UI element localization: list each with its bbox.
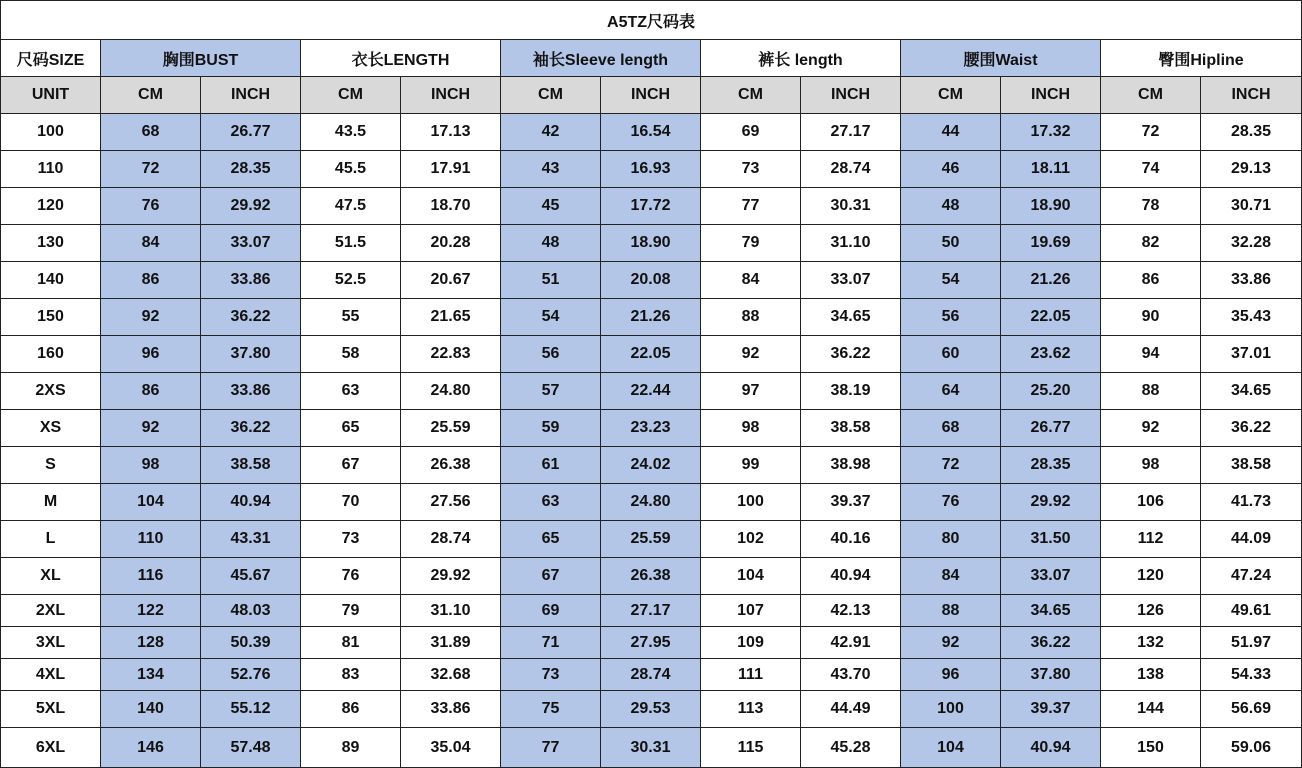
- cm-value-cell: 97: [701, 373, 801, 410]
- size-cell: 150: [1, 299, 101, 336]
- inch-value-cell: 17.91: [401, 151, 501, 188]
- inch-value-cell: 39.37: [1001, 691, 1101, 728]
- cm-value-cell: 112: [1101, 521, 1201, 558]
- inch-value-cell: 26.77: [1001, 410, 1101, 447]
- inch-value-cell: 16.54: [601, 114, 701, 151]
- cm-value-cell: 86: [301, 691, 401, 728]
- table-row: [1, 114, 1302, 151]
- cm-value-cell: 109: [701, 627, 801, 659]
- cm-value-cell: 44: [901, 114, 1001, 151]
- inch-value-cell: 33.86: [1201, 262, 1302, 299]
- inch-value-cell: 22.44: [601, 373, 701, 410]
- table-row: [1, 447, 1302, 484]
- inch-value-cell: 26.77: [201, 114, 301, 151]
- cm-value-cell: 70: [301, 484, 401, 521]
- cm-value-cell: 67: [301, 447, 401, 484]
- cm-value-cell: 99: [701, 447, 801, 484]
- size-cell: M: [1, 484, 101, 521]
- inch-value-cell: 22.05: [601, 336, 701, 373]
- cm-value-cell: 89: [301, 728, 401, 768]
- inch-value-cell: 31.89: [401, 627, 501, 659]
- table-row: [1, 262, 1302, 299]
- inch-value-cell: 31.10: [801, 225, 901, 262]
- cm-value-cell: 54: [901, 262, 1001, 299]
- size-cell: S: [1, 447, 101, 484]
- cm-value-cell: 88: [701, 299, 801, 336]
- cm-value-cell: 77: [701, 188, 801, 225]
- title-row: [1, 1, 1302, 40]
- table-title: A5TZ尺码表: [1, 1, 1302, 40]
- cm-value-cell: 96: [901, 659, 1001, 691]
- inch-value-cell: 23.62: [1001, 336, 1101, 373]
- inch-value-cell: 43.31: [201, 521, 301, 558]
- cm-value-cell: 79: [301, 595, 401, 627]
- unit-cm: CM: [701, 77, 801, 114]
- cm-value-cell: 106: [1101, 484, 1201, 521]
- inch-value-cell: 25.59: [601, 521, 701, 558]
- table-row: [1, 151, 1302, 188]
- group-header: 胸围BUST: [101, 40, 301, 77]
- unit-inch: INCH: [401, 77, 501, 114]
- inch-value-cell: 43.70: [801, 659, 901, 691]
- group-header: 袖长Sleeve length: [501, 40, 701, 77]
- inch-value-cell: 32.28: [1201, 225, 1302, 262]
- inch-value-cell: 50.39: [201, 627, 301, 659]
- inch-value-cell: 56.69: [1201, 691, 1302, 728]
- inch-value-cell: 37.80: [201, 336, 301, 373]
- inch-value-cell: 38.19: [801, 373, 901, 410]
- cm-value-cell: 69: [501, 595, 601, 627]
- cm-value-cell: 113: [701, 691, 801, 728]
- cm-value-cell: 100: [901, 691, 1001, 728]
- cm-value-cell: 57: [501, 373, 601, 410]
- cm-value-cell: 107: [701, 595, 801, 627]
- inch-value-cell: 26.38: [401, 447, 501, 484]
- cm-value-cell: 132: [1101, 627, 1201, 659]
- cm-value-cell: 100: [701, 484, 801, 521]
- inch-value-cell: 21.26: [1001, 262, 1101, 299]
- cm-value-cell: 92: [1101, 410, 1201, 447]
- size-cell: 160: [1, 336, 101, 373]
- size-cell: XL: [1, 558, 101, 595]
- size-cell: 2XL: [1, 595, 101, 627]
- cm-value-cell: 92: [101, 299, 201, 336]
- cm-value-cell: 78: [1101, 188, 1201, 225]
- size-cell: 140: [1, 262, 101, 299]
- cm-value-cell: 73: [701, 151, 801, 188]
- table-row: [1, 484, 1302, 521]
- inch-value-cell: 49.61: [1201, 595, 1302, 627]
- cm-value-cell: 65: [501, 521, 601, 558]
- inch-value-cell: 36.22: [201, 410, 301, 447]
- inch-value-cell: 24.80: [601, 484, 701, 521]
- inch-value-cell: 29.92: [1001, 484, 1101, 521]
- inch-value-cell: 16.93: [601, 151, 701, 188]
- table-row: [1, 521, 1302, 558]
- inch-value-cell: 52.76: [201, 659, 301, 691]
- inch-value-cell: 22.83: [401, 336, 501, 373]
- cm-value-cell: 111: [701, 659, 801, 691]
- inch-value-cell: 45.67: [201, 558, 301, 595]
- cm-value-cell: 77: [501, 728, 601, 768]
- cm-value-cell: 63: [301, 373, 401, 410]
- inch-value-cell: 55.12: [201, 691, 301, 728]
- cm-value-cell: 51: [501, 262, 601, 299]
- inch-value-cell: 29.92: [401, 558, 501, 595]
- inch-value-cell: 57.48: [201, 728, 301, 768]
- inch-value-cell: 59.06: [1201, 728, 1302, 768]
- cm-value-cell: 84: [701, 262, 801, 299]
- inch-value-cell: 27.17: [601, 595, 701, 627]
- inch-value-cell: 31.10: [401, 595, 501, 627]
- inch-value-cell: 34.65: [1201, 373, 1302, 410]
- size-cell: 3XL: [1, 627, 101, 659]
- cm-value-cell: 68: [101, 114, 201, 151]
- inch-value-cell: 33.07: [801, 262, 901, 299]
- cm-value-cell: 81: [301, 627, 401, 659]
- group-header: 衣长LENGTH: [301, 40, 501, 77]
- inch-value-cell: 27.17: [801, 114, 901, 151]
- inch-value-cell: 17.72: [601, 188, 701, 225]
- cm-value-cell: 126: [1101, 595, 1201, 627]
- inch-value-cell: 35.43: [1201, 299, 1302, 336]
- inch-value-cell: 18.90: [601, 225, 701, 262]
- inch-value-cell: 42.13: [801, 595, 901, 627]
- cm-value-cell: 92: [101, 410, 201, 447]
- cm-value-cell: 82: [1101, 225, 1201, 262]
- cm-value-cell: 43: [501, 151, 601, 188]
- table-row: [1, 410, 1302, 447]
- inch-value-cell: 28.35: [201, 151, 301, 188]
- cm-value-cell: 63: [501, 484, 601, 521]
- inch-value-cell: 34.65: [801, 299, 901, 336]
- cm-value-cell: 45.5: [301, 151, 401, 188]
- cm-value-cell: 96: [101, 336, 201, 373]
- inch-value-cell: 42.91: [801, 627, 901, 659]
- inch-value-cell: 33.86: [201, 373, 301, 410]
- cm-value-cell: 45: [501, 188, 601, 225]
- table-row: [1, 373, 1302, 410]
- cm-value-cell: 120: [1101, 558, 1201, 595]
- size-cell: 6XL: [1, 728, 101, 768]
- cm-value-cell: 80: [901, 521, 1001, 558]
- inch-value-cell: 38.58: [201, 447, 301, 484]
- unit-cm: CM: [101, 77, 201, 114]
- group-header: 裤长 length: [701, 40, 901, 77]
- inch-value-cell: 35.04: [401, 728, 501, 768]
- inch-value-cell: 19.69: [1001, 225, 1101, 262]
- cm-value-cell: 55: [301, 299, 401, 336]
- size-cell: 110: [1, 151, 101, 188]
- inch-value-cell: 18.70: [401, 188, 501, 225]
- inch-value-cell: 40.94: [1001, 728, 1101, 768]
- inch-value-cell: 25.20: [1001, 373, 1101, 410]
- inch-value-cell: 44.09: [1201, 521, 1302, 558]
- cm-value-cell: 59: [501, 410, 601, 447]
- cm-value-cell: 76: [301, 558, 401, 595]
- inch-value-cell: 28.74: [601, 659, 701, 691]
- cm-value-cell: 72: [101, 151, 201, 188]
- table-row: [1, 336, 1302, 373]
- table-row: [1, 225, 1302, 262]
- inch-value-cell: 24.80: [401, 373, 501, 410]
- unit-row: [1, 77, 1302, 114]
- inch-value-cell: 27.56: [401, 484, 501, 521]
- cm-value-cell: 86: [101, 262, 201, 299]
- inch-value-cell: 20.08: [601, 262, 701, 299]
- cm-value-cell: 90: [1101, 299, 1201, 336]
- inch-value-cell: 23.23: [601, 410, 701, 447]
- unit-inch: INCH: [601, 77, 701, 114]
- inch-value-cell: 31.50: [1001, 521, 1101, 558]
- cm-value-cell: 104: [101, 484, 201, 521]
- group-header: 腰围Waist: [901, 40, 1101, 77]
- cm-value-cell: 83: [301, 659, 401, 691]
- cm-value-cell: 50: [901, 225, 1001, 262]
- inch-value-cell: 45.28: [801, 728, 901, 768]
- inch-value-cell: 34.65: [1001, 595, 1101, 627]
- cm-value-cell: 69: [701, 114, 801, 151]
- inch-value-cell: 20.67: [401, 262, 501, 299]
- table-row: [1, 691, 1302, 728]
- unit-cm: CM: [901, 77, 1001, 114]
- inch-value-cell: 30.31: [601, 728, 701, 768]
- group-header: 臀围Hipline: [1101, 40, 1302, 77]
- inch-value-cell: 44.49: [801, 691, 901, 728]
- cm-value-cell: 64: [901, 373, 1001, 410]
- unit-cm: CM: [301, 77, 401, 114]
- table-row: [1, 627, 1302, 659]
- inch-value-cell: 37.80: [1001, 659, 1101, 691]
- cm-value-cell: 86: [1101, 262, 1201, 299]
- cm-value-cell: 42: [501, 114, 601, 151]
- cm-value-cell: 65: [301, 410, 401, 447]
- table-row: [1, 728, 1302, 768]
- cm-value-cell: 79: [701, 225, 801, 262]
- unit-inch: INCH: [1201, 77, 1302, 114]
- size-cell: 5XL: [1, 691, 101, 728]
- inch-value-cell: 18.90: [1001, 188, 1101, 225]
- cm-value-cell: 54: [501, 299, 601, 336]
- size-cell: XS: [1, 410, 101, 447]
- cm-value-cell: 84: [901, 558, 1001, 595]
- size-cell: 100: [1, 114, 101, 151]
- inch-value-cell: 25.59: [401, 410, 501, 447]
- inch-value-cell: 29.13: [1201, 151, 1302, 188]
- size-cell: 4XL: [1, 659, 101, 691]
- unit-cm: CM: [501, 77, 601, 114]
- cm-value-cell: 94: [1101, 336, 1201, 373]
- size-cell: 130: [1, 225, 101, 262]
- cm-value-cell: 86: [101, 373, 201, 410]
- cm-value-cell: 104: [901, 728, 1001, 768]
- cm-value-cell: 48: [501, 225, 601, 262]
- inch-value-cell: 20.28: [401, 225, 501, 262]
- size-header: 尺码SIZE: [1, 40, 101, 77]
- inch-value-cell: 36.22: [201, 299, 301, 336]
- cm-value-cell: 92: [901, 627, 1001, 659]
- inch-value-cell: 28.74: [801, 151, 901, 188]
- inch-value-cell: 21.26: [601, 299, 701, 336]
- inch-value-cell: 37.01: [1201, 336, 1302, 373]
- table-row: [1, 188, 1302, 225]
- cm-value-cell: 47.5: [301, 188, 401, 225]
- cm-value-cell: 98: [1101, 447, 1201, 484]
- inch-value-cell: 33.07: [1001, 558, 1101, 595]
- cm-value-cell: 104: [701, 558, 801, 595]
- inch-value-cell: 28.35: [1001, 447, 1101, 484]
- inch-value-cell: 32.68: [401, 659, 501, 691]
- cm-value-cell: 88: [1101, 373, 1201, 410]
- cm-value-cell: 122: [101, 595, 201, 627]
- inch-value-cell: 33.07: [201, 225, 301, 262]
- inch-value-cell: 22.05: [1001, 299, 1101, 336]
- unit-label: UNIT: [1, 77, 101, 114]
- unit-inch: INCH: [1001, 77, 1101, 114]
- cm-value-cell: 98: [101, 447, 201, 484]
- cm-value-cell: 128: [101, 627, 201, 659]
- table-row: [1, 558, 1302, 595]
- cm-value-cell: 61: [501, 447, 601, 484]
- inch-value-cell: 21.65: [401, 299, 501, 336]
- table-row: [1, 299, 1302, 336]
- cm-value-cell: 73: [501, 659, 601, 691]
- cm-value-cell: 58: [301, 336, 401, 373]
- inch-value-cell: 38.58: [801, 410, 901, 447]
- cm-value-cell: 116: [101, 558, 201, 595]
- cm-value-cell: 76: [101, 188, 201, 225]
- cm-value-cell: 51.5: [301, 225, 401, 262]
- inch-value-cell: 40.94: [201, 484, 301, 521]
- inch-value-cell: 36.22: [1201, 410, 1302, 447]
- measurement-header-row: [1, 40, 1302, 77]
- cm-value-cell: 75: [501, 691, 601, 728]
- cm-value-cell: 140: [101, 691, 201, 728]
- cm-value-cell: 52.5: [301, 262, 401, 299]
- cm-value-cell: 60: [901, 336, 1001, 373]
- inch-value-cell: 29.92: [201, 188, 301, 225]
- cm-value-cell: 68: [901, 410, 1001, 447]
- inch-value-cell: 33.86: [401, 691, 501, 728]
- cm-value-cell: 88: [901, 595, 1001, 627]
- inch-value-cell: 27.95: [601, 627, 701, 659]
- size-cell: 2XS: [1, 373, 101, 410]
- inch-value-cell: 17.32: [1001, 114, 1101, 151]
- cm-value-cell: 150: [1101, 728, 1201, 768]
- inch-value-cell: 30.71: [1201, 188, 1302, 225]
- inch-value-cell: 33.86: [201, 262, 301, 299]
- cm-value-cell: 56: [901, 299, 1001, 336]
- table-row: [1, 659, 1302, 691]
- unit-inch: INCH: [801, 77, 901, 114]
- inch-value-cell: 38.98: [801, 447, 901, 484]
- inch-value-cell: 29.53: [601, 691, 701, 728]
- cm-value-cell: 84: [101, 225, 201, 262]
- cm-value-cell: 46: [901, 151, 1001, 188]
- inch-value-cell: 51.97: [1201, 627, 1302, 659]
- cm-value-cell: 115: [701, 728, 801, 768]
- cm-value-cell: 72: [1101, 114, 1201, 151]
- inch-value-cell: 26.38: [601, 558, 701, 595]
- inch-value-cell: 17.13: [401, 114, 501, 151]
- inch-value-cell: 54.33: [1201, 659, 1302, 691]
- cm-value-cell: 146: [101, 728, 201, 768]
- cm-value-cell: 71: [501, 627, 601, 659]
- inch-value-cell: 39.37: [801, 484, 901, 521]
- size-cell: 120: [1, 188, 101, 225]
- inch-value-cell: 30.31: [801, 188, 901, 225]
- size-cell: L: [1, 521, 101, 558]
- inch-value-cell: 36.22: [1001, 627, 1101, 659]
- cm-value-cell: 72: [901, 447, 1001, 484]
- cm-value-cell: 102: [701, 521, 801, 558]
- inch-value-cell: 36.22: [801, 336, 901, 373]
- cm-value-cell: 76: [901, 484, 1001, 521]
- cm-value-cell: 98: [701, 410, 801, 447]
- cm-value-cell: 134: [101, 659, 201, 691]
- inch-value-cell: 48.03: [201, 595, 301, 627]
- cm-value-cell: 43.5: [301, 114, 401, 151]
- inch-value-cell: 41.73: [1201, 484, 1302, 521]
- cm-value-cell: 56: [501, 336, 601, 373]
- inch-value-cell: 28.74: [401, 521, 501, 558]
- inch-value-cell: 38.58: [1201, 447, 1302, 484]
- inch-value-cell: 40.16: [801, 521, 901, 558]
- cm-value-cell: 92: [701, 336, 801, 373]
- cm-value-cell: 48: [901, 188, 1001, 225]
- inch-value-cell: 47.24: [1201, 558, 1302, 595]
- inch-value-cell: 24.02: [601, 447, 701, 484]
- cm-value-cell: 74: [1101, 151, 1201, 188]
- cm-value-cell: 138: [1101, 659, 1201, 691]
- cm-value-cell: 110: [101, 521, 201, 558]
- inch-value-cell: 40.94: [801, 558, 901, 595]
- cm-value-cell: 67: [501, 558, 601, 595]
- table-row: [1, 595, 1302, 627]
- inch-value-cell: 18.11: [1001, 151, 1101, 188]
- unit-cm: CM: [1101, 77, 1201, 114]
- cm-value-cell: 144: [1101, 691, 1201, 728]
- unit-inch: INCH: [201, 77, 301, 114]
- inch-value-cell: 28.35: [1201, 114, 1302, 151]
- cm-value-cell: 73: [301, 521, 401, 558]
